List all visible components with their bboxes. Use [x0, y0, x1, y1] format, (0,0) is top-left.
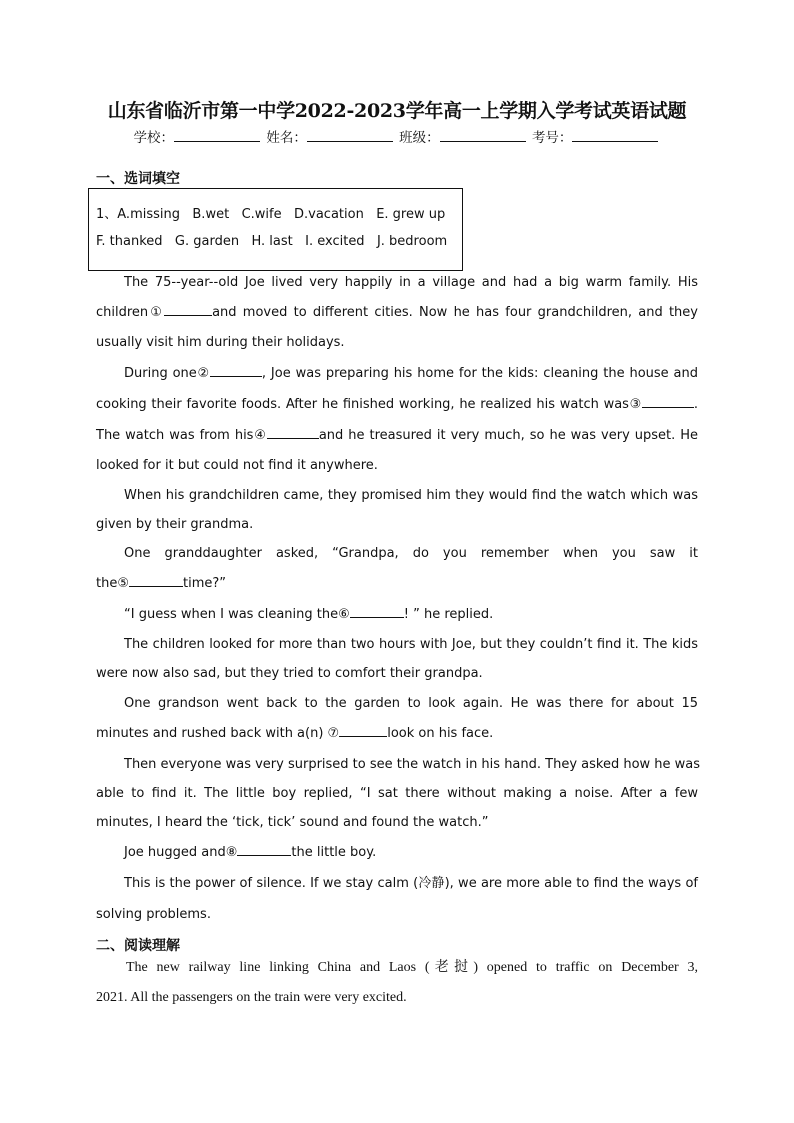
- class-field[interactable]: [440, 127, 526, 142]
- answer-blank-6[interactable]: [350, 605, 404, 618]
- blank-number-6: ⑥: [338, 607, 350, 622]
- answer-blank-5[interactable]: [129, 574, 183, 587]
- school-field[interactable]: [174, 127, 260, 142]
- blank-number-5: ⑤: [117, 576, 129, 591]
- word-bank-row-2: F. thanked G. garden H. last I. excited J. bedroom: [96, 234, 448, 249]
- passage-line: One granddaughter asked, “Grandpa, do you remember when you saw it: [124, 546, 698, 561]
- student-info-line: [0, 126, 794, 146]
- passage-line: “I guess when I was cleaning the⑥ ! ” he replied.: [124, 607, 494, 622]
- passage-line: looked for it but could not find it anywhere.: [96, 458, 378, 473]
- passage-line: able to find it. The little boy replied, “I sat there without making a noise. After a few: [96, 786, 698, 801]
- passage-line: solving problems.: [96, 907, 211, 922]
- section-heading-cloze: 一、选词填空: [96, 171, 180, 187]
- blank-number-4: ④: [253, 428, 267, 443]
- blank-number-8: ⑧: [225, 845, 238, 860]
- answer-blank-4[interactable]: [267, 426, 319, 439]
- reading-line: The new railway line linking China and Laos (老挝) opened to traffic on December 3,: [126, 960, 698, 975]
- section-heading-reading: 二、阅读理解: [96, 938, 180, 954]
- passage-line: usually visit him during their holidays.: [96, 335, 345, 350]
- blank-number-7: ⑦: [327, 726, 340, 741]
- word-bank-box: [88, 188, 463, 271]
- passage-line: were now also sad, but they tried to comfort their grandpa.: [96, 666, 483, 681]
- passage-line: The watch was from his④ and he treasured it very much, so he was very upset. He: [96, 428, 698, 443]
- name-field[interactable]: [307, 127, 393, 142]
- passage-line: minutes, I heard the ‘tick, tick’ sound and found the watch.”: [96, 815, 489, 830]
- answer-blank-7[interactable]: [339, 724, 387, 737]
- passage-line: given by their grandma.: [96, 517, 254, 532]
- page-title: 山东省临沂市第一中学2022-2023学年高一上学期入学考试英语试题: [107, 100, 687, 122]
- answer-blank-8[interactable]: [237, 843, 291, 856]
- passage-line: children① and moved to different cities. Now he has four grandchildren, and they: [96, 305, 698, 320]
- blank-number-1: ①: [148, 305, 165, 320]
- passage-line: The 75--year--old Joe lived very happily in a village and had a big warm family. His: [124, 275, 698, 290]
- passage-line: cooking their favorite foods. After he finished working, he realized his watch was③ .: [96, 397, 699, 412]
- passage-line: This is the power of silence. If we stay calm (冷静), we are more able to find the ways of: [124, 876, 698, 891]
- passage-line: One grandson went back to the garden to look again. He was there for about 15: [124, 696, 698, 711]
- blank-number-2: ②: [196, 366, 210, 381]
- passage-line: The children looked for more than two hours with Joe, but they couldn’t find it. The kids: [124, 637, 698, 652]
- passage-line: the⑤ time?”: [96, 576, 227, 591]
- school-label: 学校：: [133, 130, 175, 146]
- answer-blank-3[interactable]: [642, 395, 694, 408]
- passage-line: When his grandchildren came, they promised him they would find the watch which was: [124, 488, 698, 503]
- passage-line: During one② , Joe was preparing his home for the kids: cleaning the house and: [124, 366, 698, 381]
- exam-number-label: 考号：: [531, 130, 573, 146]
- answer-blank-1[interactable]: [164, 303, 212, 316]
- class-label: 班级：: [399, 130, 440, 146]
- answer-blank-2[interactable]: [210, 364, 262, 377]
- reading-line: 2021. All the passengers on the train were very excited.: [96, 990, 407, 1005]
- exam-number-field[interactable]: [572, 127, 658, 142]
- passage-line: Joe hugged and⑧ the little boy.: [124, 845, 377, 860]
- word-bank-row-1: 1、A.missing B.wet C.wife D.vacation E. grew up: [96, 207, 446, 222]
- passage-line: Then everyone was very surprised to see the watch in his hand. They asked how he was: [124, 757, 701, 772]
- name-label: 姓名：: [266, 130, 307, 146]
- blank-number-3: ③: [628, 397, 642, 412]
- passage-line: minutes and rushed back with a(n) ⑦ look on his face.: [96, 726, 494, 741]
